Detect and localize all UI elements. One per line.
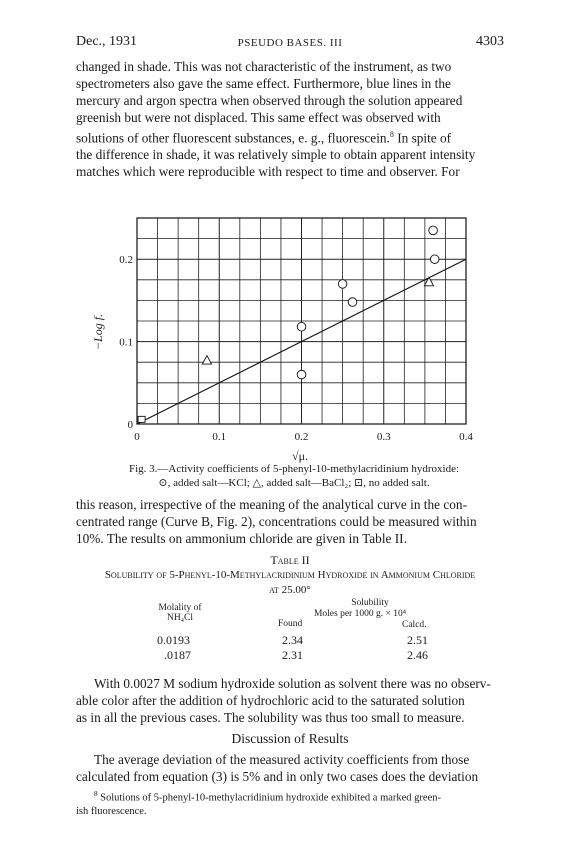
col-header-line: NH₄Cl [166,613,193,623]
footnote-line [76,788,508,805]
data-point-square [138,416,145,422]
text-line: mercury and argon spectra when observed through the solution appeared [76,93,463,108]
cell-found: 2.31 [282,648,303,662]
chart-marks [138,226,439,422]
data-point-circle [297,322,306,331]
x-axis-label: √μ. [291,449,309,463]
y-tick-label: 0.2 [119,254,133,267]
section-paragraph [76,751,508,785]
cell-molality: 0.0193 [157,633,190,647]
x-tick-label: 0.4 [459,431,473,443]
text-line: centrated range (Curve B, Fig. 2), concentrations could be measured within [76,514,477,529]
text-line: greenish but were not displaced. This same effect was observed with [76,110,441,125]
data-point-circle [430,255,439,264]
footnote-mark: 8 [94,790,98,798]
data-point-triangle [202,356,211,365]
text-line: as in all the previous cases. The solubility was thus too small to measure. [76,710,465,725]
table-title: Solubility of 5-Phenyl-10-Methylacridinium Hydroxide in Ammonium Chloride [104,569,476,581]
footnote-line: ish fluorescence. [76,805,147,817]
footnote [76,788,508,818]
col-header-line: Molality of [158,603,202,613]
data-point-triangle [424,277,433,286]
text-line: The average deviation of the measured activity coefficients from those [94,752,470,767]
table-label: Table II [270,553,310,567]
header-date: Dec., 1931 [76,34,138,49]
figure-caption [88,462,500,490]
text-span: In spite of [393,130,452,146]
text-line: the difference in shade, it was relatively simple to obtain apparent intensity [76,147,476,163]
cell-molality: .0187 [164,648,191,662]
y-tick-label: 0.1 [119,336,133,349]
table-body [0,633,580,663]
cell-calcd: 2.46 [407,648,428,662]
text-line: 10%. The results on ammonium chloride are given in Table II. [76,531,407,546]
text-line: this reason, irrespective of the meaning of the analytical curve in the con- [76,497,467,512]
footnote-ref: 8 [389,130,394,139]
text-line: changed in shade. This was not characteristic of the instrument, as two [76,59,452,74]
x-tick-label: 0.3 [376,431,391,443]
text-line: calculated from equation (3) is 5% and in only two cases does the deviation [76,769,479,784]
data-point-circle [348,298,357,307]
x-tick-label: 0.2 [294,431,309,443]
table-col-calcd: Calcd. [402,620,427,630]
data-point-circle [297,370,306,379]
table-col-molality [140,603,220,623]
page-number: 4303 [476,34,504,49]
middle-paragraph [76,496,508,547]
x-tick-label: 0.1 [212,431,227,443]
y-axis-label: −Log f. [91,313,105,351]
data-point-circle [338,280,347,289]
caption-line: ⊙, added salt—KCl; △, added salt—BaCl₂; ⊡, no added salt. [158,477,430,489]
table-col-found: Found [278,619,303,629]
caption-line: Fig. 3.—Activity coefficients of 5-phenyl-10-methylacridinium hydroxide: [128,463,460,475]
x-tick-label: 0 [134,431,140,443]
table-title-temp: at 25.00° [269,584,311,596]
text-span: solutions of other fluorescent substances, e. g., fluorescein. [76,130,390,146]
table-group-units: Moles per 1000 g. × 10⁴ [313,609,407,619]
data-point-circle [429,226,438,235]
after-table-paragraph [76,675,508,726]
footnote-text: Solutions of 5-phenyl-10-methylacridinium hydroxide exhibited a marked green- [97,792,441,804]
table-row [0,648,580,663]
running-title: PSEUDO BASES. III [237,37,343,49]
text-line: able color after the addition of hydrochloric acid to the saturated solution [76,693,465,708]
chart-grid [137,218,466,424]
section-title: Discussion of Results [231,731,349,746]
text-line: spectrometers also gave the same effect. Furthermore, blue lines in the [76,76,451,91]
table-row [0,633,580,648]
y-tick-label: 0 [127,419,133,431]
table-group-header: Solubility [351,598,389,608]
text-line: With 0.0027 M sodium hydroxide solution as solvent there was no observ- [94,676,491,691]
text-line: matches which were reproducible with respect to time and observer. For [76,164,460,180]
cell-calcd: 2.51 [407,633,428,647]
cell-found: 2.34 [282,633,303,647]
